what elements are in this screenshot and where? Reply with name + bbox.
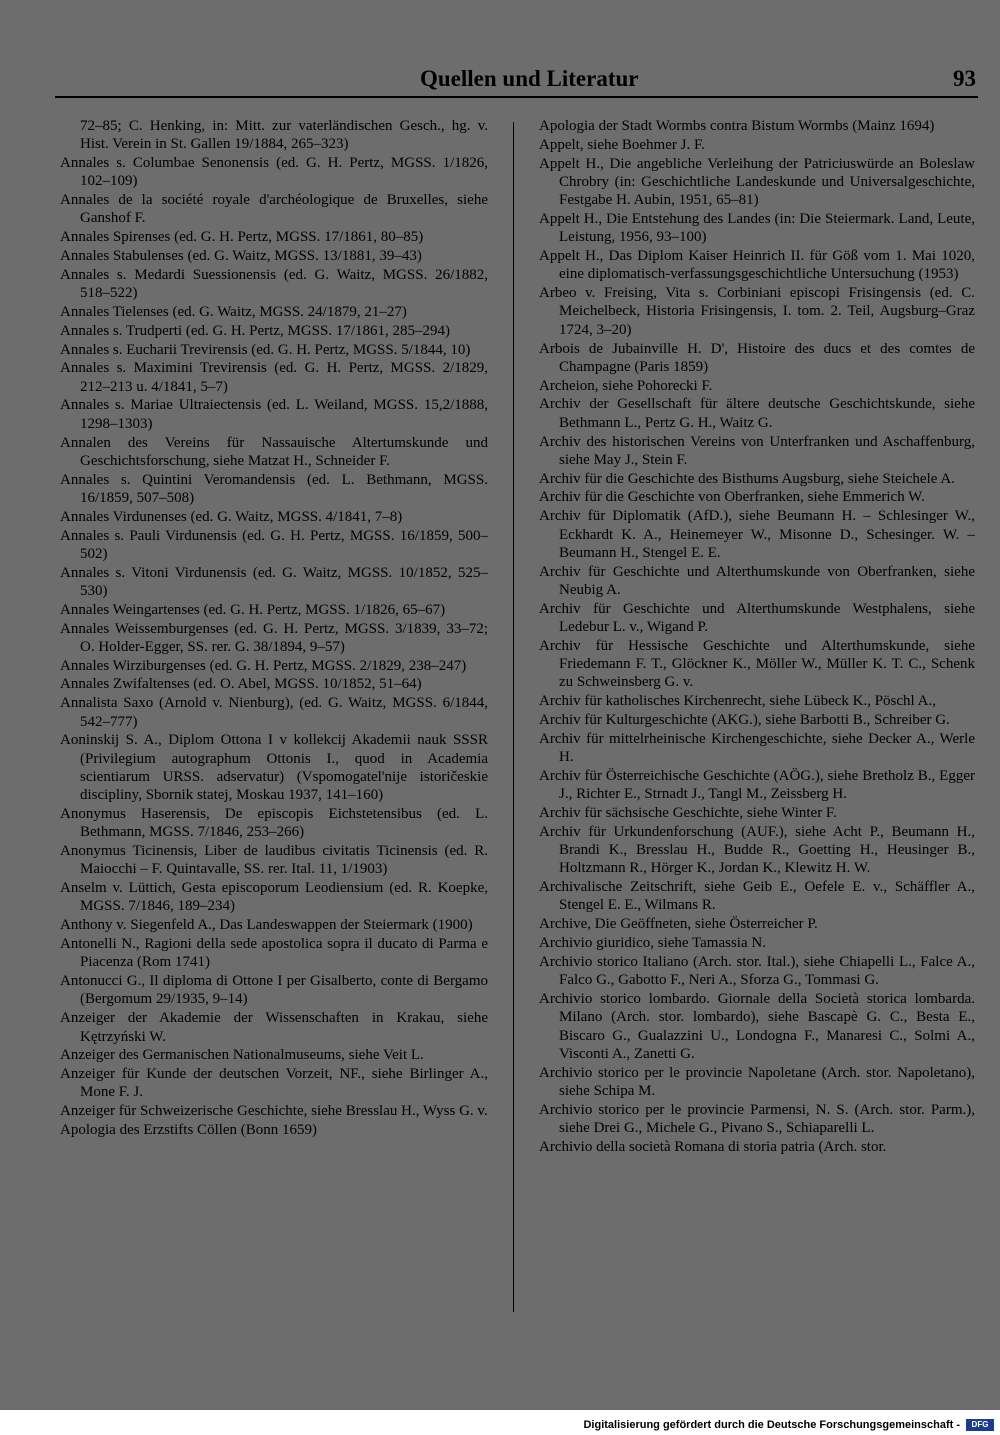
bibliography-entry: Anzeiger der Akademie der Wissenschaften in Krakau, siehe Kętrzyński W.: [60, 1010, 488, 1045]
bibliography-entry: Annales s. Trudperti (ed. G. H. Pertz, MGSS. 17/1861, 285–294): [60, 322, 450, 339]
bibliography-entry: Appelt H., Die Entstehung des Landes (in: Die Steiermark. Land, Leute, Leistung, 1956, 93–100): [539, 210, 975, 246]
right-column: [539, 117, 975, 1157]
bibliography-entry: Archiv für Urkundenforschung (AUF.), siehe Acht P., Beumann H., Brandi K., Bresslau H., Budde R., Goetting H., Heusinger B., Holtzmann R., Hörger K., Jordan K., Klewitz H. W.: [539, 823, 975, 877]
bibliography-entry: Archivio storico lombardo. Giornale della Società storica lombarda. Milano (Arch. stor. lombardo), siehe Bascapè G. C., Besta E., Biscaro G., Gualazzini U., Londogna F., Manaresi C., Solmi A., Visconti A., Zanetti G.: [539, 990, 975, 1062]
bibliography-entry: 72–85; C. Henking, in: Mitt. zur vaterländischen Gesch., hg. v. Hist. Verein in St. Gallen 19/1884, 265–323): [80, 118, 488, 153]
bibliography-entry: Archiv für Österreichische Geschichte (AÖG.), siehe Bretholz B., Egger J., Richter E., Strnadt J., Tangl M., Zeissberg H.: [539, 767, 975, 803]
running-title: Quellen und Literatur: [420, 66, 639, 91]
bibliography-entry: Annales Wirziburgenses (ed. G. H. Pertz, MGSS. 2/1829, 238–247): [60, 657, 467, 674]
bibliography-entry: Archiv für Diplomatik (AfD.), siehe Beumann H. – Schlesinger W., Eckhardt K. A., Heinemeyer W., Misonne D., Schesinger. W. – Beumann H., Stengel E. E.: [539, 508, 975, 561]
bibliography-entry: Anselm v. Lüttich, Gesta episcoporum Leodiensium (ed. R. Koepke, MGSS. 7/1846, 189–234): [60, 880, 488, 915]
bibliography-entry: Archiv für die Geschichte von Oberfranken, siehe Emmerich W.: [539, 489, 925, 506]
bibliography-entry: Anonymus Ticinensis, Liber de laudibus civitatis Ticinensis (ed. R. Maiocchi – F. Quintavalle, SS. rer. Ital. 11, 1/1903): [60, 843, 488, 878]
bibliography-entry: Apologia des Erzstifts Cöllen (Bonn 1659): [60, 1122, 318, 1139]
bibliography-entry: Archeion, siehe Pohorecki F.: [539, 377, 713, 394]
bibliography-entry: Anzeiger des Germanischen Nationalmuseums, siehe Veit L.: [60, 1047, 424, 1064]
bibliography-entry: Anzeiger für Schweizerische Geschichte, siehe Bresslau H., Wyss G. v.: [60, 1103, 488, 1120]
bibliography-entry: Antonelli N., Ragioni della sede apostolica sopra il ducato di Parma e Piacenza (Rom 1741): [60, 936, 488, 971]
bibliography-entry: Annales Weissemburgenses (ed. G. H. Pertz, MGSS. 3/1839, 33–72; O. Holder-Egger, SS. rer. G. 38/1894, 9–57): [60, 620, 488, 655]
bibliography-entry: Archivio storico Italiano (Arch. stor. Ital.), siehe Chiapelli L., Falce A., Falco G., Gabotto F., Neri A., Sforza G., Tommasi G.: [539, 953, 975, 989]
bibliography-entry: Archiv für die Geschichte des Bisthums Augsburg, siehe Steichele A.: [539, 470, 955, 487]
bibliography-entry: Annales Tielenses (ed. G. Waitz, MGSS. 24/1879, 21–27): [60, 303, 407, 320]
bibliography-entry: Anzeiger für Kunde der deutschen Vorzeit, NF., siehe Birlinger A., Mone F. J.: [60, 1066, 488, 1101]
page-footer: [0, 1418, 1000, 1435]
bibliography-entry: Annalen des Vereins für Nassauische Altertumskunde und Geschichtsforschung, siehe Matzat H., Schneider F.: [60, 434, 488, 469]
bibliography-entry: Archiv für Kulturgeschichte (AKG.), siehe Barbotti B., Schreiber G.: [539, 712, 950, 728]
bibliography-entry: Archivalische Zeitschrift, siehe Geib E., Oefele E. v., Schäffler A., Stengel E. E., Wilmans R.: [539, 879, 975, 914]
bibliography-entry: Annales de la société royale d'archéologique de Bruxelles, siehe Ganshof F.: [60, 192, 488, 227]
bibliography-entry: Annales s. Medardi Suessionensis (ed. G. Waitz, MGSS. 26/1882, 518–522): [60, 266, 488, 302]
bibliography-entry: Annales s. Quintini Veromandensis (ed. L. Bethmann, MGSS. 16/1859, 507–508): [60, 471, 488, 506]
bibliography-entry: Annales Zwifaltenses (ed. O. Abel, MGSS. 10/1852, 51–64): [60, 676, 422, 693]
left-column: [60, 117, 488, 1140]
bibliography-entry: Appelt, siehe Boehmer J. F.: [539, 136, 705, 153]
bibliography-entry: Annales Virdunenses (ed. G. Waitz, MGSS. 4/1841, 7–8): [60, 508, 403, 525]
bibliography-entry: Annales Stabulenses (ed. G. Waitz, MGSS. 13/1881, 39–43): [60, 248, 422, 265]
bibliography-entry: Annales Spirenses (ed. G. H. Pertz, MGSS. 17/1861, 80–85): [60, 229, 424, 246]
bibliography-entry: Archiv für sächsische Geschichte, siehe Winter F.: [539, 804, 837, 821]
bibliography-entry: Antonucci G., Il diploma di Ottone I per Gisalberto, conte di Bergamo (Bergomum 29/1935, 9–14): [60, 973, 488, 1008]
bibliography-entry: Archivio storico per le provincie Parmensi, N. S. (Arch. stor. Parm.), siehe Drei G., Michele G., Pivano S., Schiaparelli L.: [539, 1101, 975, 1137]
bibliography-entry: Anthony v. Siegenfeld A., Das Landeswappen der Steiermark (1900): [60, 917, 473, 934]
bibliography-entry: Archivio della società Romana di storia patria (Arch. stor.: [539, 1138, 887, 1155]
page-header: [55, 60, 978, 98]
bibliography-entry: Archiv für Geschichte und Alterthumskunde Westphalens, siehe Ledebur L. v., Wigand P.: [539, 600, 975, 636]
bibliography-entry: Annales s. Pauli Virdunensis (ed. G. H. Pertz, MGSS. 16/1859, 500–502): [60, 527, 488, 562]
bibliography-entry: Archiv für mittelrheinische Kirchengeschichte, siehe Decker A., Werle H.: [539, 730, 975, 766]
bibliography-entry: Archiv der Gesellschaft für ältere deutsche Geschichtskunde, siehe Bethmann L., Pertz G. H., Waitz G.: [539, 396, 975, 431]
bibliography-entry: Annales s. Maximini Trevirensis (ed. G. H. Pertz, MGSS. 2/1829, 212–213 u. 4/1841, 5–7): [60, 360, 488, 395]
bibliography-entry: Archiv für Geschichte und Alterthumskunde von Oberfranken, siehe Neubig A.: [539, 563, 975, 598]
bibliography-entry: Aoninskij S. A., Diplom Ottona I v kollekcij Akademii nauk SSSR (Privilegium autographum Ottonis I., quod in Academia scientiarum URSS. adservatur) (Vspomogatel'nije istoričeskie discipliny, Sbornik statej, Moskau 1937, 141–160): [60, 732, 488, 804]
bibliography-entry: Arbeo v. Freising, Vita s. Corbiniani episcopi Frisingensis (ed. C. Meichelbeck, Historia Frisingensis, I. tom. 2. Teil, Augsburg–Graz 1724, 3–20): [539, 285, 975, 338]
page-number: 93: [953, 66, 976, 91]
bibliography-entry: Appelt H., Das Diplom Kaiser Heinrich II. für Göß vom 1. Mai 1020, eine diplomatisch-verfassungsgeschichtliche Untersuchung (1953): [539, 248, 975, 283]
bibliography-entry: Archive, Die Geöffneten, siehe Österreicher P.: [539, 916, 818, 933]
bibliography-entry: Annales s. Eucharii Trevirensis (ed. G. H. Pertz, MGSS. 5/1844, 10): [60, 341, 471, 358]
bibliography-entry: Arbois de Jubainville H. D', Histoire des ducs et des comtes de Champagne (Paris 1859): [539, 340, 975, 375]
bibliography-entry: Archivio giuridico, siehe Tamassia N.: [539, 935, 766, 952]
bibliography-entry: Appelt H., Die angebliche Verleihung der Patriciuswürde an Boleslaw Chrobry (in: Geschichtliche Landeskunde und Universalgeschichte, Festgabe H. Aubin, 1951, 65–81): [539, 155, 975, 209]
bibliography-entry: Archiv des historischen Vereins von Unterfranken und Aschaffenburg, siehe May J., Stein F.: [539, 433, 975, 468]
dfg-logo: DFG: [966, 1419, 994, 1431]
bibliography-entry: Archivio storico per le provincie Napoletane (Arch. stor. Napoletano), siehe Schipa M.: [539, 1064, 975, 1099]
bibliography-entry: Annales s. Vitoni Virdunensis (ed. G. Waitz, MGSS. 10/1852, 525–530): [60, 564, 488, 599]
bibliography-entry: Annales s. Columbae Senonensis (ed. G. H. Pertz, MGSS. 1/1826, 102–109): [60, 155, 488, 190]
bibliography-entry: Anonymus Haserensis, De episcopis Eichstetensibus (ed. L. Bethmann, MGSS. 7/1846, 253–266): [60, 805, 488, 841]
bibliography-entry: Apologia der Stadt Wormbs contra Bistum Wormbs (Mainz 1694): [539, 118, 935, 134]
funding-notice: Digitalisierung gefördert durch die Deutsche Forschungsgemeinschaft -: [583, 1419, 960, 1431]
bibliography-entry: Archiv für Hessische Geschichte und Alterthumskunde, siehe Friedemann F. T., Glöckner K., Möller W., Müller K. T. C., Schenk zu Schweinsberg G. v.: [539, 637, 975, 691]
bibliography-entry: Archiv für katholisches Kirchenrecht, siehe Lübeck K., Pöschl A.,: [539, 693, 936, 710]
bibliography-entry: Annales Weingartenses (ed. G. H. Pertz, MGSS. 1/1826, 65–67): [60, 601, 446, 618]
bibliography-entry: Annalista Saxo (Arnold v. Nienburg), (ed. G. Waitz, MGSS. 6/1844, 542–777): [60, 695, 488, 730]
column-divider: [513, 122, 514, 1312]
bibliography-entry: Annales s. Mariae Ultraiectensis (ed. L. Weiland, MGSS. 15,2/1888, 1298–1303): [60, 397, 488, 432]
